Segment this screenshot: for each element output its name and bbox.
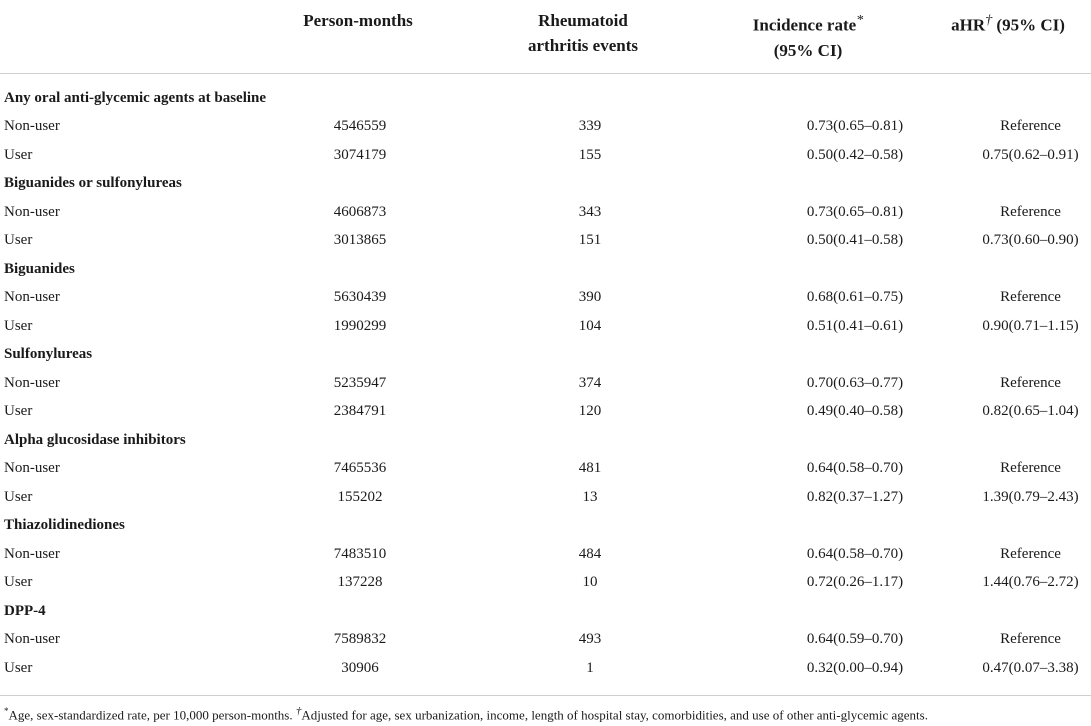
col-header-person-months-text: Person-months xyxy=(303,11,413,30)
col-header-ra-events-line2: arthritis events xyxy=(527,36,638,55)
section-title: Any oral anti-glycemic agents at baseline xyxy=(4,89,267,106)
cell-incidence-rate: 0.73(0.65–0.81) xyxy=(806,203,904,220)
cell-ahr: Reference xyxy=(1000,289,1061,306)
section-row xyxy=(0,341,1091,370)
row-label: Non-user xyxy=(4,631,60,648)
row-label: Non-user xyxy=(4,374,60,391)
cell-incidence-rate: 0.50(0.42–0.58) xyxy=(806,146,904,163)
cell-person-months: 4606873 xyxy=(333,203,387,220)
cell-person-months: 4546559 xyxy=(333,118,387,135)
cell-person-months: 3074179 xyxy=(333,146,387,163)
cell-incidence-rate: 0.49(0.40–0.58) xyxy=(806,403,904,420)
cell-ra-events: 390 xyxy=(578,289,602,306)
col-header-incidence-line2: (95% CI) xyxy=(773,40,843,60)
cell-ahr: 0.75(0.62–0.91) xyxy=(982,146,1079,163)
cell-person-months: 137228 xyxy=(337,574,383,591)
cell-incidence-rate: 0.32(0.00–0.94) xyxy=(806,659,904,676)
cell-person-months: 155202 xyxy=(337,488,383,505)
cell-person-months: 3013865 xyxy=(333,232,387,249)
cell-person-months: 1990299 xyxy=(333,317,387,334)
cell-ahr: Reference xyxy=(1000,374,1061,391)
section-row xyxy=(0,84,1091,113)
asterisk-mark: * xyxy=(856,12,864,28)
section-title: Alpha glucosidase inhibitors xyxy=(4,431,186,448)
table-row xyxy=(0,398,1091,427)
footer-divider xyxy=(0,695,1091,696)
cell-ahr: 1.39(0.79–2.43) xyxy=(982,488,1079,505)
row-label: Non-user xyxy=(4,203,60,220)
row-label: User xyxy=(4,488,33,505)
section-row xyxy=(0,255,1091,284)
cell-ahr: 0.82(0.65–1.04) xyxy=(982,403,1079,420)
cell-ra-events: 493 xyxy=(578,631,602,648)
table-row xyxy=(0,540,1091,569)
cell-person-months: 5630439 xyxy=(333,289,387,306)
cell-ra-events: 155 xyxy=(578,146,602,163)
cell-incidence-rate: 0.73(0.65–0.81) xyxy=(806,118,904,135)
cell-incidence-rate: 0.64(0.58–0.70) xyxy=(806,460,904,477)
footnote-asterisk: * xyxy=(4,706,9,716)
row-label: Non-user xyxy=(4,118,60,135)
header-divider xyxy=(0,73,1091,74)
cell-ra-events: 484 xyxy=(578,545,602,562)
table-row xyxy=(0,569,1091,598)
table-row xyxy=(0,369,1091,398)
cell-incidence-rate: 0.72(0.26–1.17) xyxy=(806,574,904,591)
cell-ra-events: 374 xyxy=(578,374,602,391)
cell-ra-events: 481 xyxy=(578,460,602,477)
row-label: User xyxy=(4,232,33,249)
footnote xyxy=(4,705,928,723)
col-header-incidence-line1: Incidence rate xyxy=(752,15,857,35)
cell-person-months: 7465536 xyxy=(333,460,387,477)
col-header-ra-events xyxy=(498,8,668,58)
cell-incidence-rate: 0.82(0.37–1.27) xyxy=(806,488,904,505)
table-row xyxy=(0,113,1091,142)
col-header-ra-events-line1: Rheumatoid xyxy=(538,11,628,30)
cell-ahr: Reference xyxy=(1000,118,1061,135)
row-label: User xyxy=(4,317,33,334)
cell-ahr: Reference xyxy=(1000,460,1061,477)
results-table-body xyxy=(0,84,1091,683)
cell-person-months: 7589832 xyxy=(333,631,387,648)
col-header-ahr-label: aHR xyxy=(951,15,986,35)
cell-ahr: Reference xyxy=(1000,545,1061,562)
cell-incidence-rate: 0.51(0.41–0.61) xyxy=(806,317,904,334)
cell-ahr: 1.44(0.76–2.72) xyxy=(982,574,1079,591)
section-row xyxy=(0,512,1091,541)
cell-person-months: 30906 xyxy=(341,659,379,676)
cell-ra-events: 120 xyxy=(578,403,602,420)
table-row xyxy=(0,626,1091,655)
cell-incidence-rate: 0.68(0.61–0.75) xyxy=(806,289,904,306)
section-title: Biguanides xyxy=(4,260,75,277)
footnote-dagger: † xyxy=(295,705,302,717)
row-label: Non-user xyxy=(4,460,60,477)
cell-ahr: Reference xyxy=(1000,631,1061,648)
cell-ra-events: 339 xyxy=(578,118,602,135)
section-row xyxy=(0,597,1091,626)
col-header-incidence xyxy=(718,8,898,63)
cell-ahr: Reference xyxy=(1000,203,1061,220)
table-row xyxy=(0,227,1091,256)
table-row xyxy=(0,455,1091,484)
footnote-text-2: Adjusted for age, sex urbanization, income, length of hospital stay, comorbidities, and use of other anti-glycemic agents. xyxy=(301,707,928,723)
row-label: User xyxy=(4,146,33,163)
footnote-text-1: Age, sex-standardized rate, per 10,000 person-months. xyxy=(8,707,296,723)
section-row xyxy=(0,426,1091,455)
cell-person-months: 7483510 xyxy=(333,545,387,562)
cell-ra-events: 151 xyxy=(578,232,602,249)
table-row xyxy=(0,141,1091,170)
cell-ra-events: 10 xyxy=(582,574,598,591)
row-label: User xyxy=(4,659,33,676)
row-label: Non-user xyxy=(4,289,60,306)
results-table xyxy=(0,84,1091,683)
cell-ra-events: 104 xyxy=(578,317,602,334)
table-row xyxy=(0,284,1091,313)
cell-incidence-rate: 0.64(0.58–0.70) xyxy=(806,545,904,562)
cell-ahr: 0.73(0.60–0.90) xyxy=(982,232,1079,249)
cell-ahr: 0.47(0.07–3.38) xyxy=(982,659,1079,676)
table-row xyxy=(0,198,1091,227)
cell-ra-events: 1 xyxy=(586,659,594,676)
table-row xyxy=(0,654,1091,683)
section-title: DPP-4 xyxy=(4,602,46,619)
section-title: Thiazolidinediones xyxy=(4,517,125,534)
row-label: Non-user xyxy=(4,545,60,562)
cell-person-months: 2384791 xyxy=(333,403,387,420)
row-label: User xyxy=(4,574,33,591)
col-header-ahr-ci: (95% CI) xyxy=(996,15,1065,35)
cell-ra-events: 343 xyxy=(578,203,602,220)
dagger-mark: † xyxy=(985,12,993,28)
col-header-person-months xyxy=(278,8,438,33)
cell-incidence-rate: 0.50(0.41–0.58) xyxy=(806,232,904,249)
cell-ra-events: 13 xyxy=(582,488,598,505)
section-row xyxy=(0,170,1091,199)
row-label: User xyxy=(4,403,33,420)
section-title: Biguanides or sulfonylureas xyxy=(4,175,182,192)
cell-incidence-rate: 0.70(0.63–0.77) xyxy=(806,374,904,391)
table-row xyxy=(0,483,1091,512)
table-row xyxy=(0,312,1091,341)
col-header-ahr xyxy=(918,8,1091,38)
cell-incidence-rate: 0.64(0.59–0.70) xyxy=(806,631,904,648)
cell-ahr: 0.90(0.71–1.15) xyxy=(982,317,1079,334)
cell-person-months: 5235947 xyxy=(333,374,387,391)
section-title: Sulfonylureas xyxy=(4,346,93,363)
